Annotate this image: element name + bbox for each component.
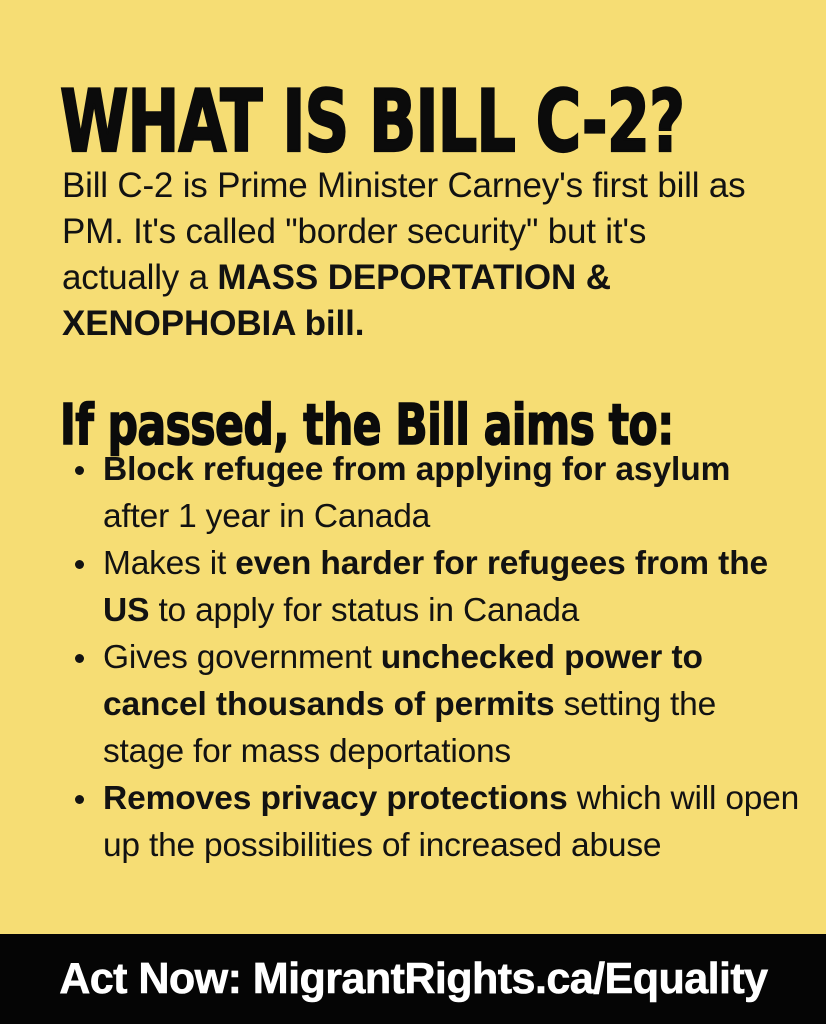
list-item xyxy=(62,446,802,540)
list-item-lead-text: Makes it xyxy=(103,545,236,582)
intro-text-bold: MASS DEPORTATION & XENOPHOBIA bill. xyxy=(62,258,611,343)
list-item-text: after 1 year in Canada xyxy=(103,498,431,535)
list-item xyxy=(62,540,802,634)
list-item-text: to apply for status in Canada xyxy=(149,592,580,629)
intro-paragraph xyxy=(62,163,768,347)
bill-effects-list xyxy=(62,446,802,869)
section-heading: If passed, the Bill aims to: xyxy=(60,393,674,459)
bullet-dot-icon xyxy=(75,466,84,475)
page-title: WHAT IS BILL C-2? xyxy=(60,71,685,172)
footer-banner xyxy=(0,934,826,1024)
call-to-action-link[interactable]: Act Now: MigrantRights.ca/Equality xyxy=(58,954,768,1003)
list-item-bold-text: unchecked power to cancel thousands of permits xyxy=(103,639,703,723)
bullet-dot-icon xyxy=(75,654,84,663)
list-item xyxy=(62,634,802,775)
bullet-dot-icon xyxy=(75,795,84,804)
list-item-lead-text: Gives government xyxy=(103,639,381,676)
list-item-bold-text: Removes privacy protections xyxy=(103,780,568,817)
list-item-bold-text: even harder for refugees from the US xyxy=(103,545,769,629)
bullet-dot-icon xyxy=(75,560,84,569)
list-item xyxy=(62,775,802,869)
intro-text-part1: Bill C-2 is Prime Minister Carney's first bill as PM. It's called "border security" but it's actually a xyxy=(62,166,746,297)
list-item-text: setting the stage for mass deportations xyxy=(103,686,717,770)
list-item-text: which will open up the possibilities of increased abuse xyxy=(103,780,800,864)
list-item-bold-text: Block refugee from applying for asylum xyxy=(103,451,731,488)
